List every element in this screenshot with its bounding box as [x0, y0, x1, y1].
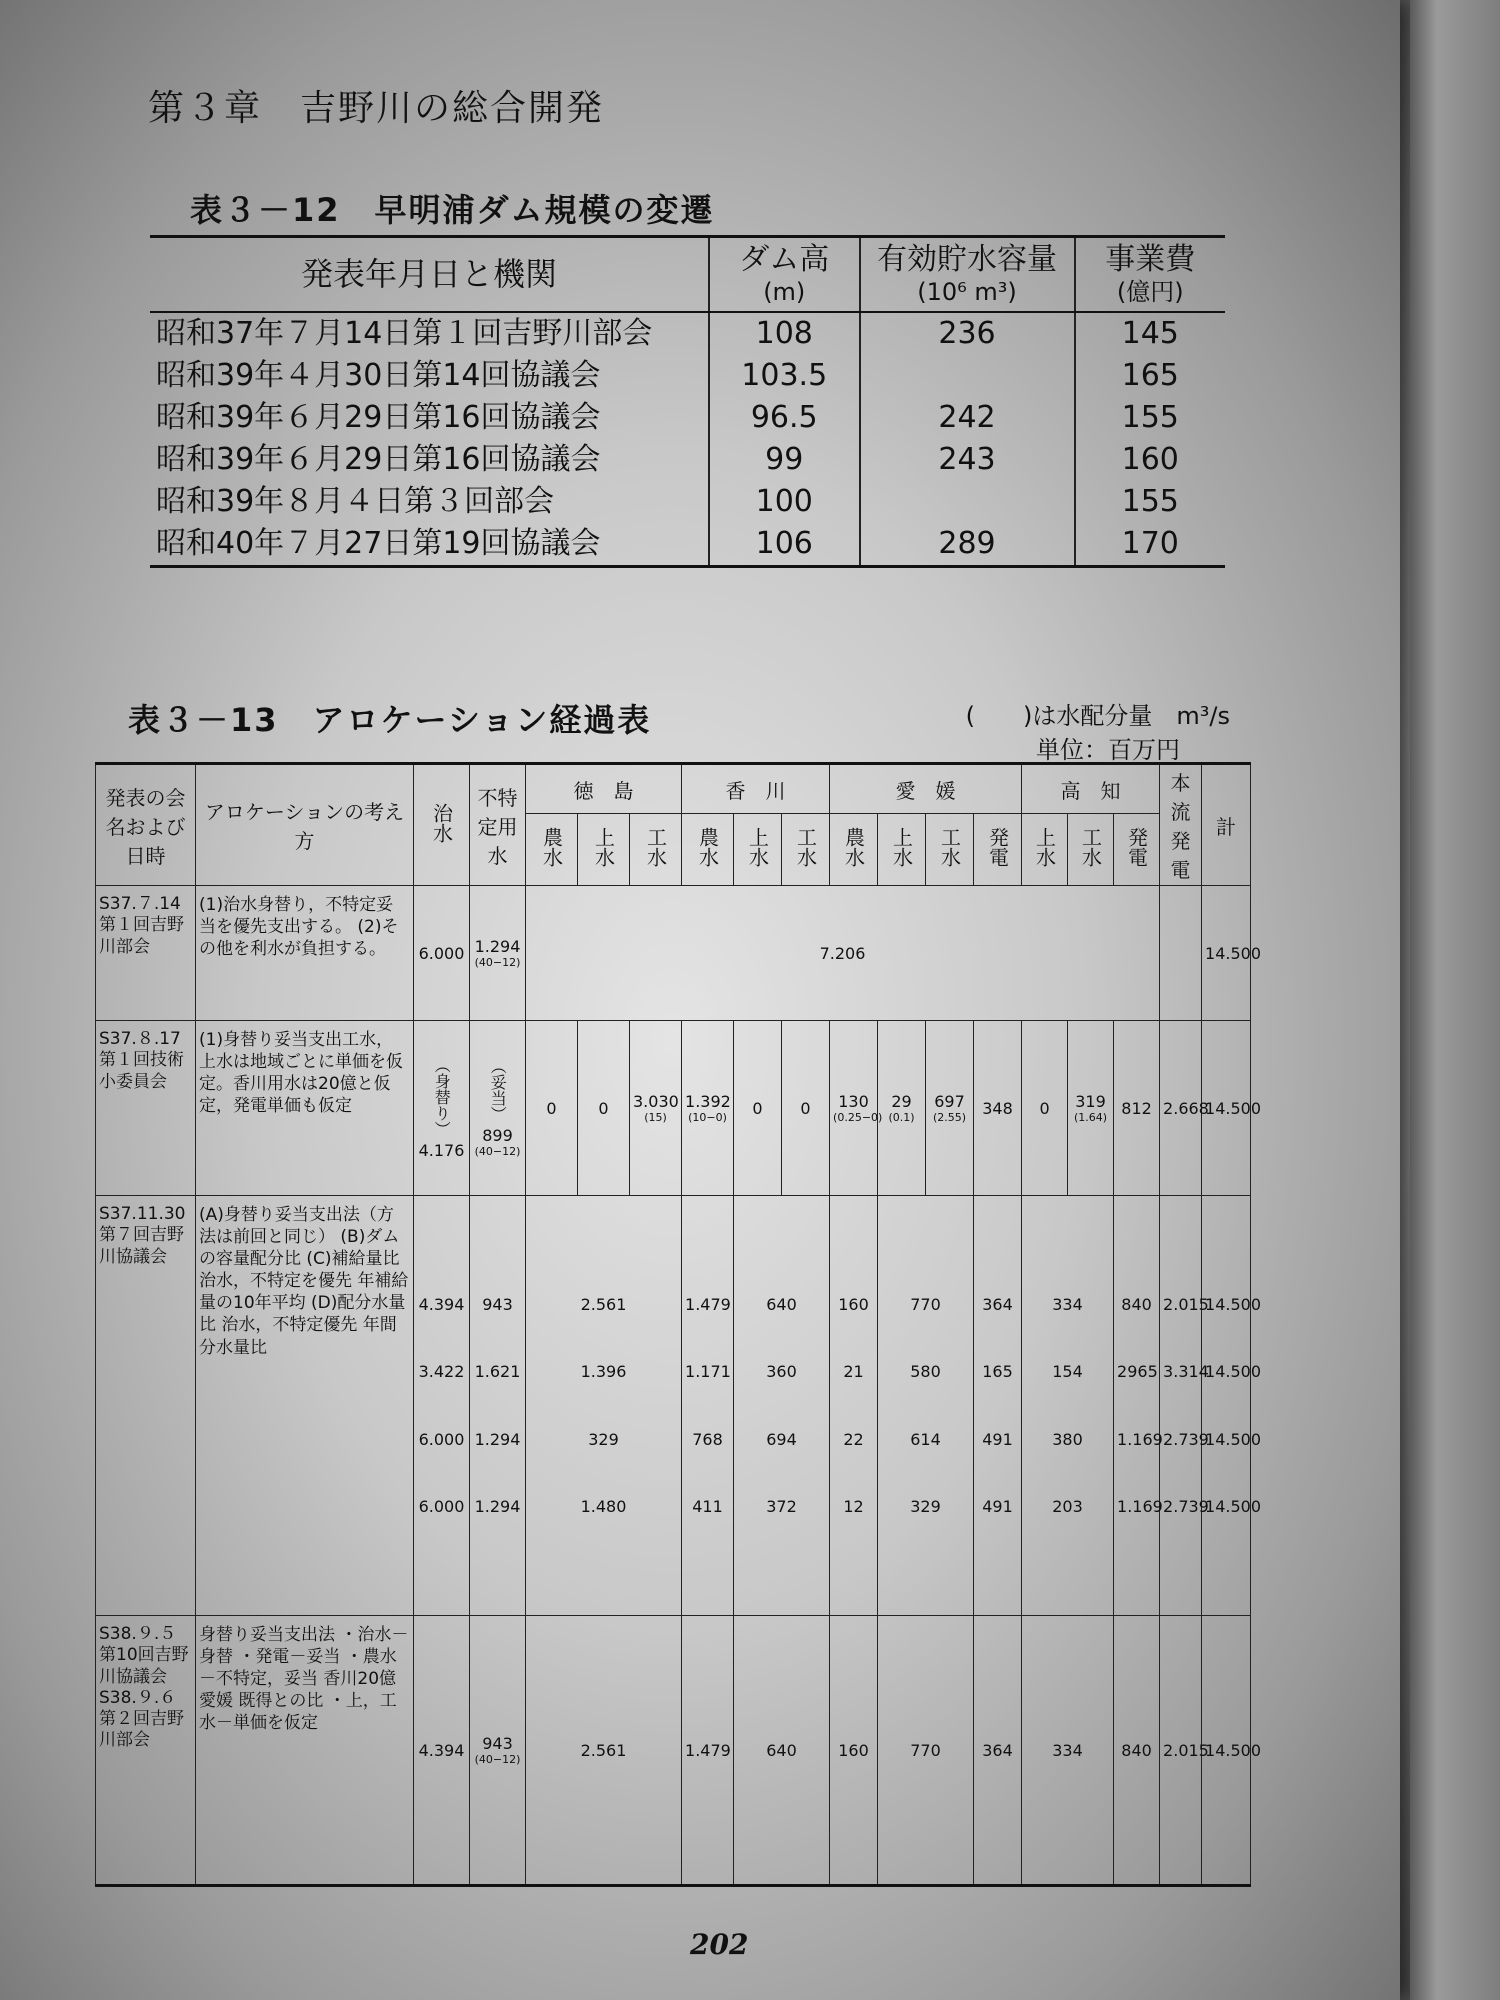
header-kochi-domestic: 上水	[1022, 814, 1068, 886]
header-total: 計	[1202, 764, 1251, 886]
cost-cell: 145	[1121, 315, 1179, 351]
value-cell: 29 (0.1)	[878, 1021, 926, 1196]
header-kagawa-domestic: 上水	[734, 814, 782, 886]
header-concept: アロケーションの考え方	[196, 764, 414, 886]
header-mainstream: 本流 発電	[1160, 764, 1202, 886]
table-row	[150, 312, 1225, 355]
height-cell: 96.5	[709, 397, 860, 439]
header-ehime-agri: 農水	[830, 814, 878, 886]
height-cell: 99	[709, 439, 860, 481]
mainstream-cell: 2.015	[1160, 1616, 1202, 1886]
header-cost: 事業費 (億円)	[1075, 237, 1226, 312]
mainstream-cell: 2.015 3.314 2.739 2.739	[1160, 1196, 1202, 1616]
height-cell: 106	[709, 523, 860, 567]
value-cell: 130 (0.25−0)	[830, 1021, 878, 1196]
announcement-cell: 昭和40年７月27日第19回協議会	[150, 523, 709, 567]
header-unspecified: 不特定用水	[470, 764, 526, 886]
dam-scale-table	[150, 235, 1225, 568]
water-allocation-note: ( )は水配分量 m³/s	[965, 702, 1230, 730]
cost-cell: 160	[1121, 441, 1179, 477]
concept-cell: (A)身替り妥当支出法（方法は前回と同じ） (B)ダムの容量配分比 (C)補給量比 治水，不特定を優先 年補給量の10年平均 (D)配分水量比 治水，不特定優先 年間分水量比	[196, 1196, 414, 1616]
table-13-title: 表３－13 アロケーション経過表	[128, 701, 652, 739]
value-cell: 319 (1.64)	[1068, 1021, 1114, 1196]
value-cell: 0	[782, 1021, 830, 1196]
kagawa-other-cell: 640	[734, 1616, 830, 1886]
header-capacity: 有効貯水容量 (10⁶ m³)	[860, 237, 1075, 312]
value-cell: 0	[526, 1021, 578, 1196]
meeting-cell: S37.11.30 第７回吉野川協議会	[96, 1196, 196, 1616]
header-announcement: 発表年月日と機関	[150, 237, 709, 312]
concept-cell: (1)身替り妥当支出工水，上水は地域ごとに単価を仮定。香川用水は20億と仮定，発電単価も仮定	[196, 1021, 414, 1196]
cost-cell: 155	[1121, 399, 1179, 435]
concept-cell: (1)治水身替り，不特定妥当を優先支出する。 (2)その他を利水が負担する。	[196, 886, 414, 1021]
concept-cell: 身替り妥当支出法 ・治水－身替 ・発電－妥当 ・農水－不特定，妥当 香川20億 愛媛 既得との比 ・上，工水－単価を仮定	[196, 1616, 414, 1886]
capacity-cell: 236	[860, 312, 1075, 355]
header-kochi: 高 知	[1022, 764, 1160, 814]
value-cell: 812	[1114, 1021, 1160, 1196]
announcement-cell: 昭和37年７月14日第１回吉野川部会	[150, 312, 709, 355]
kagawa-agri-cell: 1.479	[682, 1616, 734, 1886]
total-cell: 14.500 14.500 14.500 14.500	[1202, 1196, 1251, 1616]
table-row	[96, 1196, 1251, 1616]
table-row	[96, 886, 1251, 1021]
meeting-cell: S37.７.14 第１回吉野川部会	[96, 886, 196, 1021]
unspecified-cell: 943 1.621 1.294 1.294	[470, 1196, 526, 1616]
header-kagawa-industrial: 工水	[782, 814, 830, 886]
cost-cell: 170	[1075, 523, 1226, 567]
header-dam-height: ダム高 (m)	[709, 237, 860, 312]
header-tokushima-industrial: 工水	[630, 814, 682, 886]
page-number: 202	[690, 1928, 749, 1961]
announcement-cell: 昭和39年８月４日第３回部会	[150, 481, 709, 523]
cost-cell: 155	[1121, 483, 1179, 519]
kochi-water-cell: 334 154 380 203	[1022, 1196, 1114, 1616]
unspecified-cell: 943 (40−12)	[470, 1616, 526, 1886]
value-cell: 1.392 (10−0)	[682, 1021, 734, 1196]
table-row	[150, 523, 1225, 567]
ehime-power-cell: 364 165 491 491	[974, 1196, 1022, 1616]
kochi-power-cell: 840	[1114, 1616, 1160, 1886]
utilization-merged-cell: 7.206	[526, 886, 1160, 1021]
ehime-power-cell: 364	[974, 1616, 1022, 1886]
chapter-heading: 第３章 吉野川の総合開発	[148, 88, 605, 129]
value-cell: 348	[974, 1021, 1022, 1196]
height-cell: 108	[709, 312, 860, 355]
capacity-cell	[860, 355, 1075, 397]
total-cell: 14.500	[1202, 1616, 1251, 1886]
height-cell: 100	[709, 481, 860, 523]
header-kochi-power: 発電	[1114, 814, 1160, 886]
value-cell: 0	[1022, 1021, 1068, 1196]
value-cell: 0	[578, 1021, 630, 1196]
table-row	[96, 1616, 1251, 1886]
header-meeting: 発表の会名および日時	[96, 764, 196, 886]
unspecified-cell: 1.294 (40−12)	[470, 886, 526, 1021]
allocation-table	[95, 762, 1262, 1887]
header-ehime-power: 発電	[974, 814, 1022, 886]
header-tokushima-domestic: 上水	[578, 814, 630, 886]
header-kochi-industrial: 工水	[1068, 814, 1114, 886]
capacity-cell: 242	[860, 397, 1075, 439]
value-cell: 3.030 (15)	[630, 1021, 682, 1196]
meeting-cell: S37.８.17 第１回技術小委員会	[96, 1021, 196, 1196]
header-kagawa: 香 川	[682, 764, 830, 814]
meeting-cell: S38.９.５ 第10回吉野川協議会 S38.９.６ 第２回吉野川部会	[96, 1616, 196, 1886]
flood-cell: 4.394 3.422 6.000 6.000	[414, 1196, 470, 1616]
cost-cell: 165	[1121, 357, 1179, 393]
table-row	[150, 397, 1225, 439]
header-tokushima: 徳 島	[526, 764, 682, 814]
capacity-cell	[860, 481, 1075, 523]
announcement-cell: 昭和39年６月29日第16回協議会	[150, 397, 709, 439]
ehime-agri-cell: 160	[830, 1616, 878, 1886]
total-cell: 14.500	[1202, 1021, 1251, 1196]
announcement-cell: 昭和39年４月30日第14回協議会	[150, 355, 709, 397]
table-row	[150, 355, 1225, 397]
table-row	[96, 1021, 1251, 1196]
ehime-water-cell: 770 580 614 329	[878, 1196, 974, 1616]
total-cell: 14.500	[1202, 886, 1251, 1021]
flood-cell: 4.394	[414, 1616, 470, 1886]
ehime-water-cell: 770	[878, 1616, 974, 1886]
header-ehime: 愛 媛	[830, 764, 1022, 814]
header-ehime-industrial: 工水	[926, 814, 974, 886]
kochi-power-cell: 840 2965 1.169 1.169	[1114, 1196, 1160, 1616]
unit-note: 単位：百万円	[1036, 736, 1180, 764]
value-cell: 0	[734, 1021, 782, 1196]
mainstream-cell	[1160, 886, 1202, 1021]
announcement-cell: 昭和39年６月29日第16回協議会	[150, 439, 709, 481]
value-cell: 2.668	[1160, 1021, 1202, 1196]
header-kagawa-agri: 農水	[682, 814, 734, 886]
flood-cell: （身替り） 4.176	[414, 1021, 470, 1196]
adjacent-page-edge	[1410, 0, 1500, 2000]
value-cell: 697 (2.55)	[926, 1021, 974, 1196]
unspecified-cell: （妥当） 899 (40−12)	[470, 1021, 526, 1196]
ehime-agri-cell: 160 21 22 12	[830, 1196, 878, 1616]
capacity-cell: 243	[860, 439, 1075, 481]
capacity-cell: 289	[860, 523, 1075, 567]
kagawa-agri-cell: 1.479 1.171 768 411	[682, 1196, 734, 1616]
header-tokushima-agri: 農水	[526, 814, 578, 886]
flood-cell: 6.000	[414, 886, 470, 1021]
header-flood: 治水	[414, 764, 470, 886]
table-row	[150, 439, 1225, 481]
tokushima-cell: 2.561	[526, 1616, 682, 1886]
header-ehime-domestic: 上水	[878, 814, 926, 886]
table-12-title: 表３－12 早明浦ダム規模の変遷	[190, 191, 715, 229]
kagawa-other-cell: 640 360 694 372	[734, 1196, 830, 1616]
kochi-water-cell: 334	[1022, 1616, 1114, 1886]
tokushima-cell: 2.561 1.396 329 1.480	[526, 1196, 682, 1616]
table-row	[150, 481, 1225, 523]
height-cell: 103.5	[709, 355, 860, 397]
